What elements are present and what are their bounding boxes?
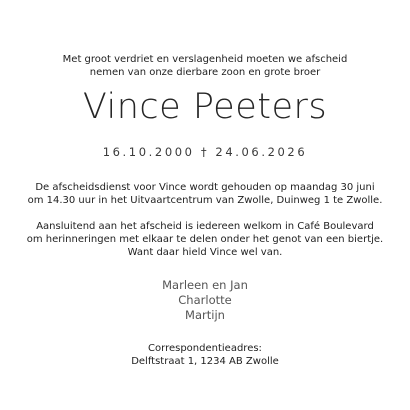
service-line: om 14.30 uur in het Uitvaartcentrum van Zwolle, Duinweg 1 te Zwolle. bbox=[27, 195, 383, 206]
family-name: Marleen en Jan bbox=[162, 278, 248, 292]
deceased-name: Vince Peeters bbox=[82, 87, 328, 127]
intro-text bbox=[0, 53, 410, 79]
life-dates: 16.10.2000 † 24.06.2026 bbox=[102, 145, 308, 159]
reception-line: Aansluitend aan het afscheid is iedereen welkom in Café Boulevard bbox=[36, 221, 374, 232]
reception-line: Want daar hield Vince wel van. bbox=[127, 247, 283, 258]
reception-line: om herinneringen met elkaar te delen onder het genot van een biertje. bbox=[26, 234, 384, 245]
family-names bbox=[0, 278, 410, 323]
intro-line: Met groot verdriet en verslagenheid moeten we afscheid bbox=[62, 54, 348, 65]
service-details bbox=[0, 181, 410, 207]
service-line: De afscheidsdienst voor Vince wordt gehouden op maandag 30 juni bbox=[35, 182, 375, 193]
correspondence-label: Correspondentieadres: bbox=[148, 343, 262, 354]
reception-details bbox=[0, 220, 410, 259]
family-name: Charlotte bbox=[178, 293, 232, 307]
family-name: Martijn bbox=[185, 308, 225, 322]
intro-line: nemen van onze dierbare zoon en grote broer bbox=[89, 67, 321, 78]
correspondence-address: Delftstraat 1, 1234 AB Zwolle bbox=[131, 356, 279, 367]
